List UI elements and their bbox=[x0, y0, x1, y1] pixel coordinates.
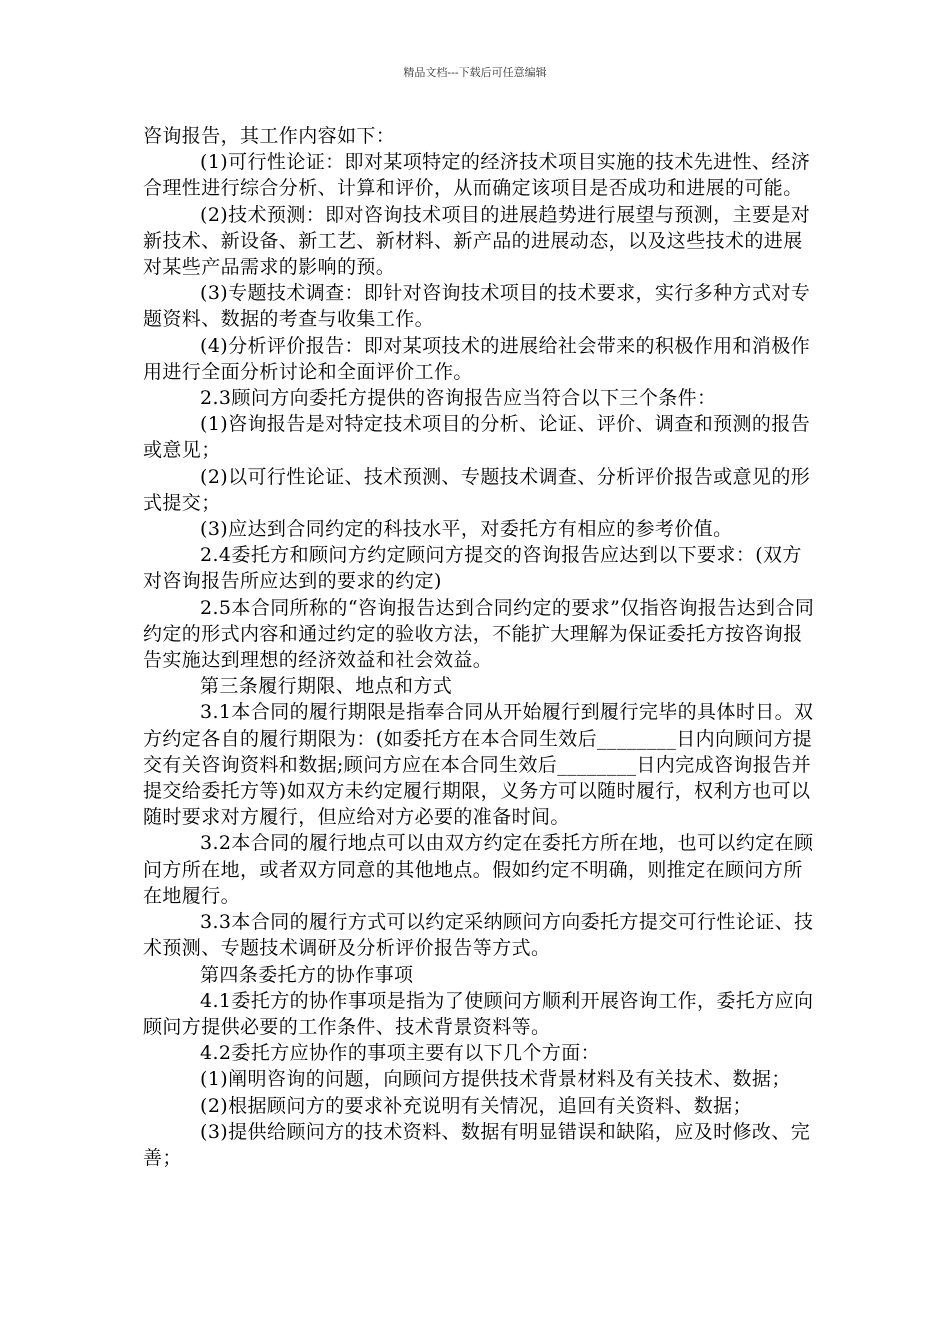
paragraph: (3)专题技术调查：即针对咨询技术项目的技术要求，实行多种方式对专题资料、数据的考查与收集工作。 bbox=[143, 282, 811, 331]
paragraph: (4)分析评价报告：即对某项技术的进展给社会带来的积极作用和消极作用进行全面分析讨论和全面评价工作。 bbox=[143, 334, 811, 383]
paragraph: 咨询报告，其工作内容如下： bbox=[143, 125, 396, 147]
paragraph: (1)咨询报告是对特定技术项目的分析、论证、评价、调查和预测的报告或意见； bbox=[143, 413, 811, 462]
paragraph: 4.1委托方的协作事项是指为了使顾问方顺利开展咨询工作，委托方应向顾问方提供必要的工作条件、技术背景资料等。 bbox=[143, 989, 814, 1038]
section-heading: 第四条委托方的协作事项 bbox=[200, 963, 414, 986]
paragraph: 2.4委托方和顾问方约定顾问方提交的咨询报告应达到以下要求：(双方对咨询报告所应达到的要求的约定) bbox=[143, 544, 802, 593]
paragraph: (1)可行性论证：即对某项特定的经济技术项目实施的技术先进性、经济合理性进行综合分析、计算和评价，从而确定该项目是否成功和进展的可能。 bbox=[143, 151, 811, 200]
paragraph: 4.2委托方应协作的事项主要有以下几个方面： bbox=[200, 1042, 601, 1065]
paragraph: 3.2本合同的履行地点可以由双方约定在委托方所在地，也可以约定在顾问方所在地，或者双方同意的其他地点。假如约定不明确，则推定在顾问方所在地履行。 bbox=[143, 832, 814, 907]
paragraph: (3)提供给顾问方的技术资料、数据有明显错误和缺陷，应及时修改、完善； bbox=[143, 1120, 811, 1169]
paragraph: (2)技术预测：即对咨询技术项目的进展趋势进行展望与预测，主要是对新技术、新设备、新工艺、新材料、新产品的进展动态，以及这些技术的进展对某些产品需求的影响的预。 bbox=[143, 203, 811, 279]
paragraph: (1)阐明咨询的问题，向顾问方提供技术背景材料及有关技术、数据； bbox=[200, 1068, 791, 1091]
page-header: 精品文档---下载后可任意编辑 bbox=[403, 66, 547, 79]
paragraph: 2.3顾问方向委托方提供的咨询报告应当符合以下三个条件： bbox=[200, 387, 717, 410]
paragraph: (2)以可行性论证、技术预测、专题技术调查、分析评价报告或意见的形式提交； bbox=[143, 465, 811, 514]
paragraph: (3)应达到合同约定的科技水平，对委托方有相应的参考价值。 bbox=[200, 518, 733, 541]
paragraph: 3.1本合同的履行期限是指奉合同从开始履行到履行完毕的具体时日。双方约定各自的履行期限为：(如委托方在本合同生效后________日内向顾问方提交有关咨询资料和数据;顾问方应在本合同生效后________日内完成咨询报告并提交给委托方等)如双方未约定履行期限，义务方可以随时履行，权利方也可以随时要求对方履行，但应给对方必要的准备时间。 bbox=[143, 701, 814, 829]
paragraph: 2.5本合同所称的“咨询报告达到合同约定的要求”仅指咨询报告达到合同约定的形式内容和通过约定的验收方法，不能扩大理解为保证委托方按咨询报告实施达到理想的经济效益和社会效益。 bbox=[143, 596, 815, 672]
paragraph: (2)根据顾问方的要求补充说明有关情况，追回有关资料、数据； bbox=[200, 1094, 752, 1117]
document-body bbox=[143, 123, 819, 1171]
paragraph: 3.3本合同的履行方式可以约定采纳顾问方向委托方提交可行性论证、技术预测、专题技术调研及分析评价报告等方式。 bbox=[143, 911, 814, 960]
section-heading: 第三条履行期限、地点和方式 bbox=[200, 675, 453, 698]
